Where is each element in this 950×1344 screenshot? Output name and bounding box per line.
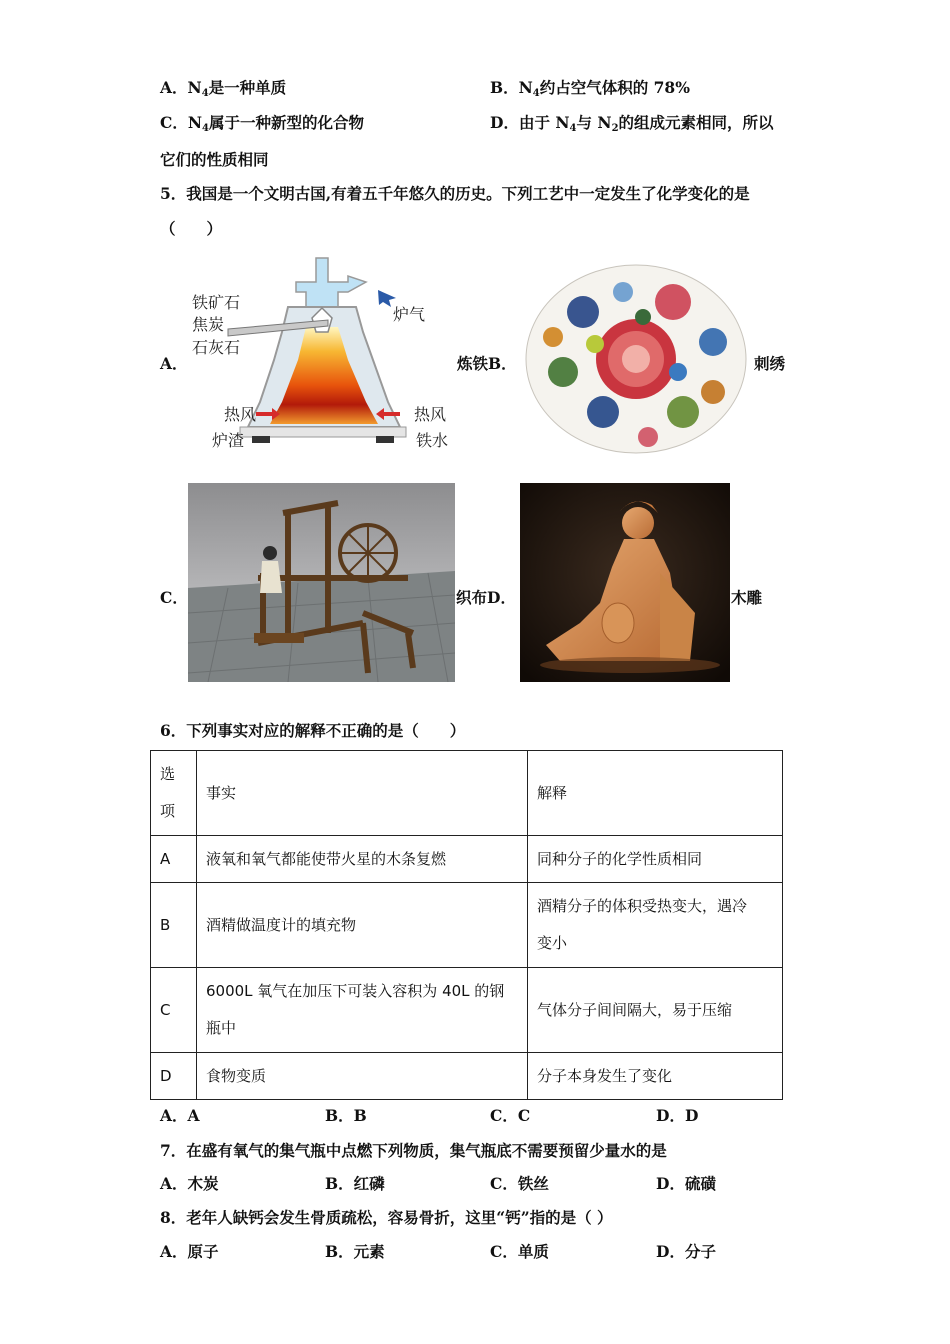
- q4-option-a-text2: 是一种单质: [208, 78, 287, 97]
- table-row: [151, 1053, 783, 1100]
- q4-option-d-text2: 与 N: [576, 113, 612, 132]
- row-fact-line1: 6000L 氧气在加压下可装入容积为 40L 的钢: [206, 982, 505, 1000]
- label-gas: 炉气: [393, 305, 426, 324]
- q5-option-b-letter: B．: [488, 354, 517, 373]
- q7-option-c[interactable]: C．铁丝: [490, 1174, 549, 1193]
- q4-option-d[interactable]: [490, 111, 774, 134]
- q4-option-d-text: D．由于 N: [490, 113, 570, 132]
- q8-option-c[interactable]: C．单质: [490, 1242, 549, 1261]
- row-explain: 气体分子间间隔大，易于压缩: [528, 968, 783, 1053]
- row-option: D: [151, 1053, 197, 1100]
- header-explain: 解释: [528, 751, 783, 836]
- row-option: A: [151, 836, 197, 883]
- q4-option-d-sub2: 2: [611, 123, 619, 134]
- q7-stem: 7．在盛有氧气的集气瓶中点燃下列物质，集气瓶底不需要预留少量水的是: [160, 1141, 667, 1160]
- q5-option-a-label-text: 炼铁: [457, 354, 489, 373]
- label-hot-air-right: 热风: [414, 405, 447, 424]
- row-option: B: [151, 883, 197, 968]
- q4-option-a[interactable]: [160, 76, 286, 99]
- q5-option-d-letter: D．: [487, 588, 516, 607]
- q5-option-d-label[interactable]: 木雕: [731, 588, 763, 607]
- row-explain: 分子本身发生了变化: [528, 1053, 783, 1100]
- q6-option-c[interactable]: C．C: [490, 1106, 531, 1125]
- q5-paren: （ ）: [160, 219, 223, 238]
- q7-option-b[interactable]: B．红磷: [325, 1174, 385, 1193]
- header-option: [151, 751, 197, 836]
- q8-option-a[interactable]: A．原子: [160, 1242, 219, 1261]
- q6-table: [150, 750, 783, 1100]
- q8-stem: 8．老年人缺钙会发生骨质疏松，容易骨折，这里“钙”指的是（ ）: [160, 1208, 613, 1227]
- row-fact: 液氧和氧气都能使带火星的木条复燃: [197, 836, 528, 883]
- q5-option-c-letter[interactable]: C．: [160, 588, 188, 607]
- table-row: [151, 836, 783, 883]
- q5-option-a-label[interactable]: [457, 352, 517, 374]
- wood-carving-image: [520, 483, 730, 682]
- table-row: [151, 968, 783, 1053]
- q5-option-c-label[interactable]: [456, 586, 516, 608]
- q7-option-d[interactable]: D．硫磺: [656, 1174, 716, 1193]
- weaving-loom-image: [188, 483, 455, 682]
- q5-option-b-label[interactable]: 刺绣: [754, 354, 786, 373]
- q4-option-d-sub1: 4: [569, 123, 577, 134]
- q5-option-c-label-text: 织布: [456, 588, 488, 607]
- q5-option-a-letter[interactable]: A．: [160, 354, 188, 373]
- q4-option-a-sub: 4: [201, 88, 209, 99]
- row-explain: [528, 883, 783, 968]
- q4-option-c-sub: 4: [202, 123, 209, 134]
- q4-option-d-text3: 的组成元素相同，所以: [618, 113, 774, 132]
- q7-option-a[interactable]: A．木炭: [160, 1174, 219, 1193]
- label-ore: 铁矿石: [192, 293, 241, 312]
- label-limestone: 石灰石: [192, 338, 241, 357]
- q6-option-a[interactable]: A．A: [160, 1106, 200, 1125]
- q4-option-c-text: C．N: [160, 113, 203, 132]
- row-option: C: [151, 968, 197, 1053]
- q4-option-b-text2: 约占空气体积的 78%: [539, 78, 690, 97]
- label-coke: 焦炭: [192, 315, 225, 334]
- q4-option-b[interactable]: [490, 76, 690, 99]
- header-fact: 事实: [197, 751, 528, 836]
- q6-option-b[interactable]: B．B: [325, 1106, 367, 1125]
- q4-option-b-sub: 4: [532, 88, 540, 99]
- row-explain: 同种分子的化学性质相同: [528, 836, 783, 883]
- blast-furnace-diagram: [188, 252, 458, 454]
- table-header-row: [151, 751, 783, 836]
- table-row: [151, 883, 783, 968]
- label-iron: 铁水: [416, 431, 449, 450]
- q4-option-d-continued: 它们的性质相同: [160, 150, 269, 169]
- q5-stem: 5．我国是一个文明古国,有着五千年悠久的历史。下列工艺中一定发生了化学变化的是: [160, 184, 750, 203]
- q4-option-b-text: B．N: [490, 78, 533, 97]
- q4-option-a-text: A．N: [160, 78, 202, 97]
- row-explain-line1: 酒精分子的体积受热变大，遇冷: [537, 897, 748, 915]
- row-explain-line2: 变小: [537, 934, 568, 952]
- q8-option-b[interactable]: B．元素: [325, 1242, 385, 1261]
- header-option-line1: 选: [160, 765, 176, 783]
- row-fact: 酒精做温度计的填充物: [197, 883, 528, 968]
- q4-option-c[interactable]: [160, 111, 364, 134]
- label-slag: 炉渣: [212, 431, 245, 450]
- q6-stem: 6．下列事实对应的解释不正确的是（ ）: [160, 721, 466, 740]
- embroidery-image: [523, 262, 749, 456]
- label-hot-air-left: 热风: [224, 405, 257, 424]
- q8-option-d[interactable]: D．分子: [656, 1242, 716, 1261]
- header-option-line2: 项: [160, 802, 176, 820]
- row-fact: [197, 968, 528, 1053]
- q6-option-d[interactable]: D．D: [656, 1106, 699, 1125]
- row-fact-line2: 瓶中: [206, 1019, 237, 1037]
- row-fact: 食物变质: [197, 1053, 528, 1100]
- q4-option-c-text2: 属于一种新型的化合物: [208, 113, 364, 132]
